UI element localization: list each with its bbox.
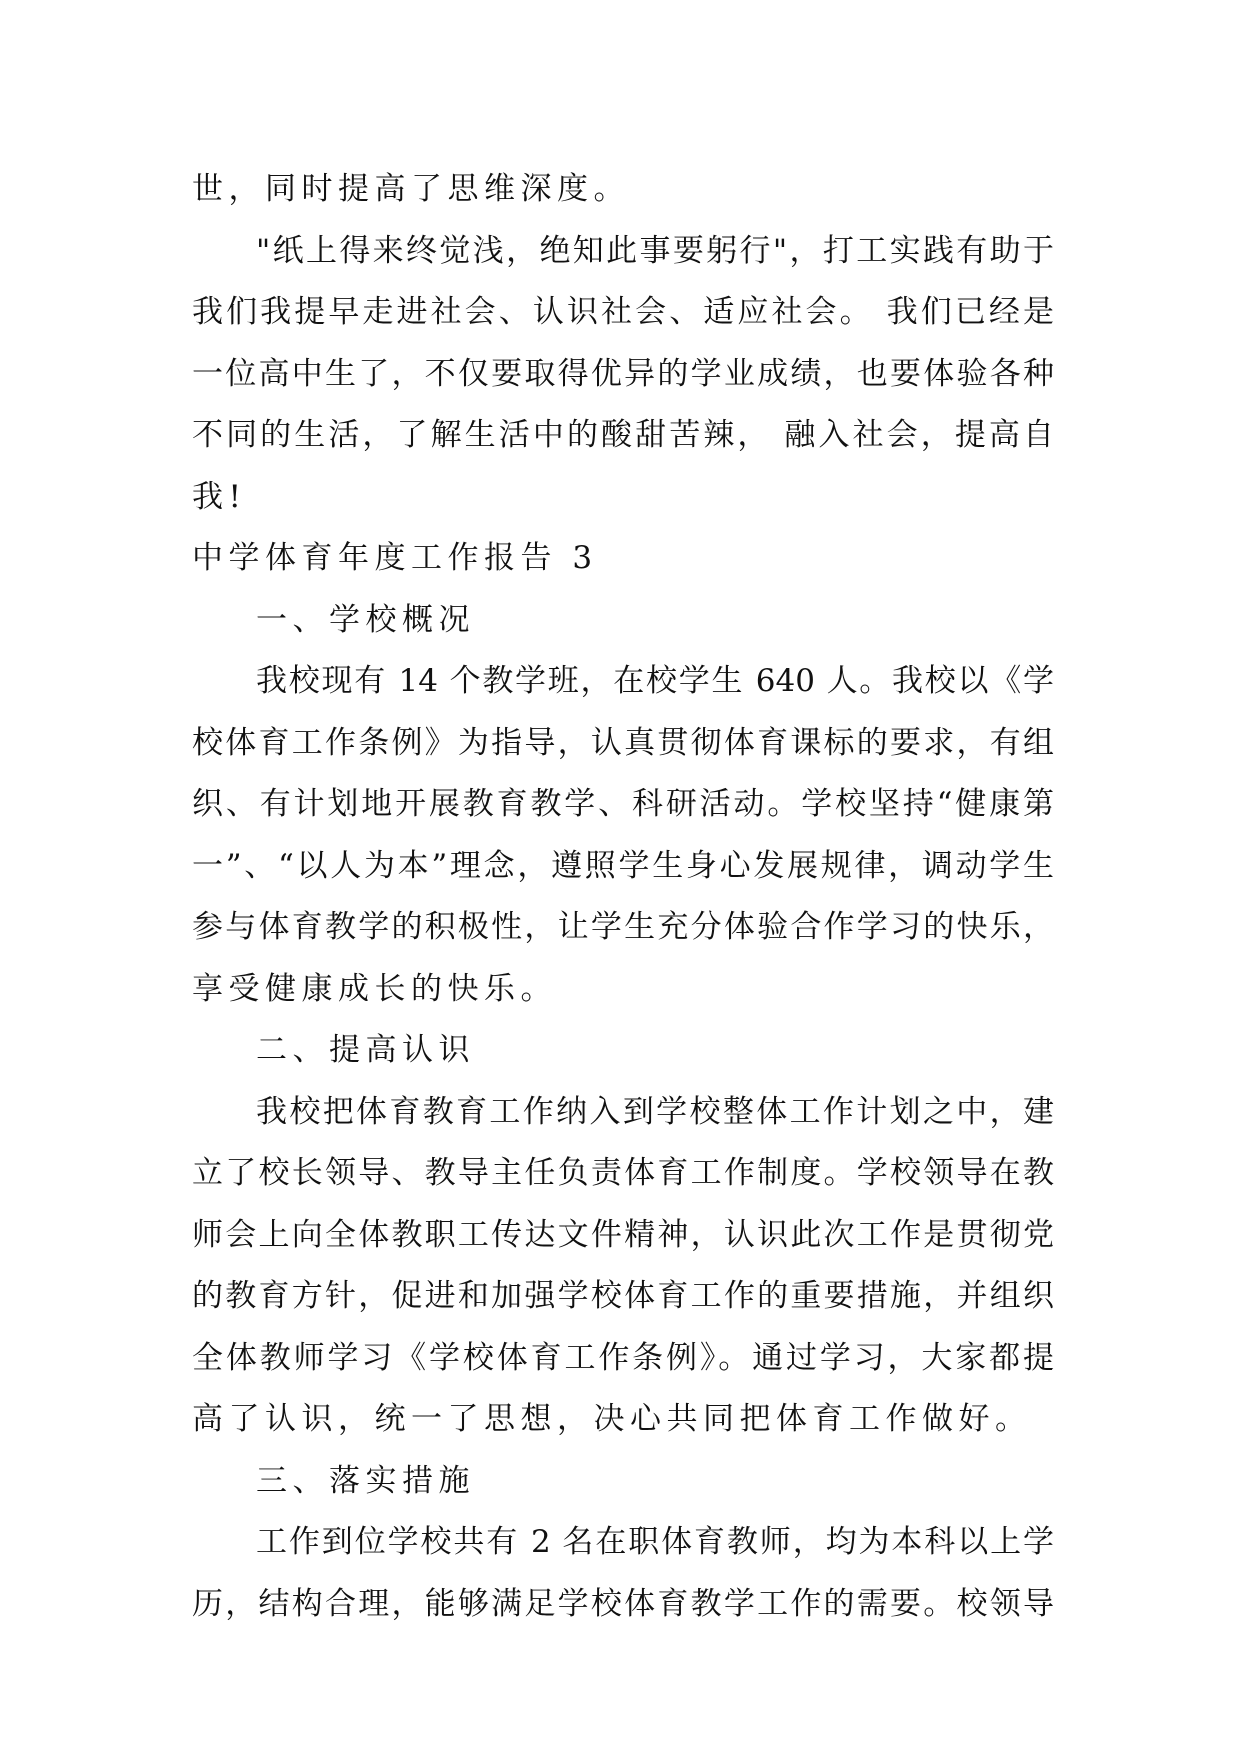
text-line: 高了认识，统一了思想，决心共同把体育工作做好。 <box>192 1401 1032 1437</box>
subsection-heading: 一、学校概况 <box>256 601 475 638</box>
text-line: 一”、“以人为本”理念，遵照学生身心发展规律，调动学生 <box>192 847 1054 884</box>
text-line: 我们我提早走进社会、认识社会、适应社会。 我们已经是 <box>192 294 1054 330</box>
text-line: 我! <box>192 478 247 515</box>
text-line: 我校现有 14 个教学班，在校学生 640 人。我校以《学 <box>256 663 1054 699</box>
text-line: 享受健康成长的快乐。 <box>192 970 557 1007</box>
text-line: 参与体育教学的积极性，让学生充分体验合作学习的快乐， <box>192 909 1054 945</box>
text-line: 校体育工作条例》为指导，认真贯彻体育课标的要求，有组 <box>192 724 1054 761</box>
text-line: 织、有计划地开展教育教学、科研活动。学校坚持“健康第 <box>192 786 1054 822</box>
text-line: 不同的生活，了解生活中的酸甜苦辣， 融入社会，提高自 <box>192 417 1054 453</box>
text-line: 历，结构合理，能够满足学校体育教学工作的需要。校领导 <box>192 1585 1054 1622</box>
document-body <box>192 159 1054 1635</box>
text-line: 师会上向全体教职工传达文件精神，认识此次工作是贯彻党 <box>192 1216 1054 1253</box>
subsection-heading: 三、落实措施 <box>256 1462 475 1499</box>
text-line: "纸上得来终觉浅，绝知此事要躬行"，打工实践有助于 <box>256 232 1054 269</box>
text-line: 我校把体育教育工作纳入到学校整体工作计划之中，建 <box>256 1093 1054 1130</box>
text-line: 立了校长领导、教导主任负责体育工作制度。学校领导在教 <box>192 1155 1054 1191</box>
text-line: 工作到位学校共有 2 名在职体育教师，均为本科以上学 <box>256 1524 1054 1560</box>
text-line: 的教育方针，促进和加强学校体育工作的重要措施，并组织 <box>192 1278 1054 1314</box>
text-line: 世，同时提高了思维深度。 <box>192 171 630 207</box>
subsection-heading: 二、提高认识 <box>256 1032 475 1068</box>
section-title: 中学体育年度工作报告 3 <box>192 540 598 576</box>
text-line: 一位高中生了，不仅要取得优异的学业成绩，也要体验各种 <box>192 355 1054 392</box>
text-line: 全体教师学习《学校体育工作条例》。通过学习，大家都提 <box>192 1339 1054 1376</box>
